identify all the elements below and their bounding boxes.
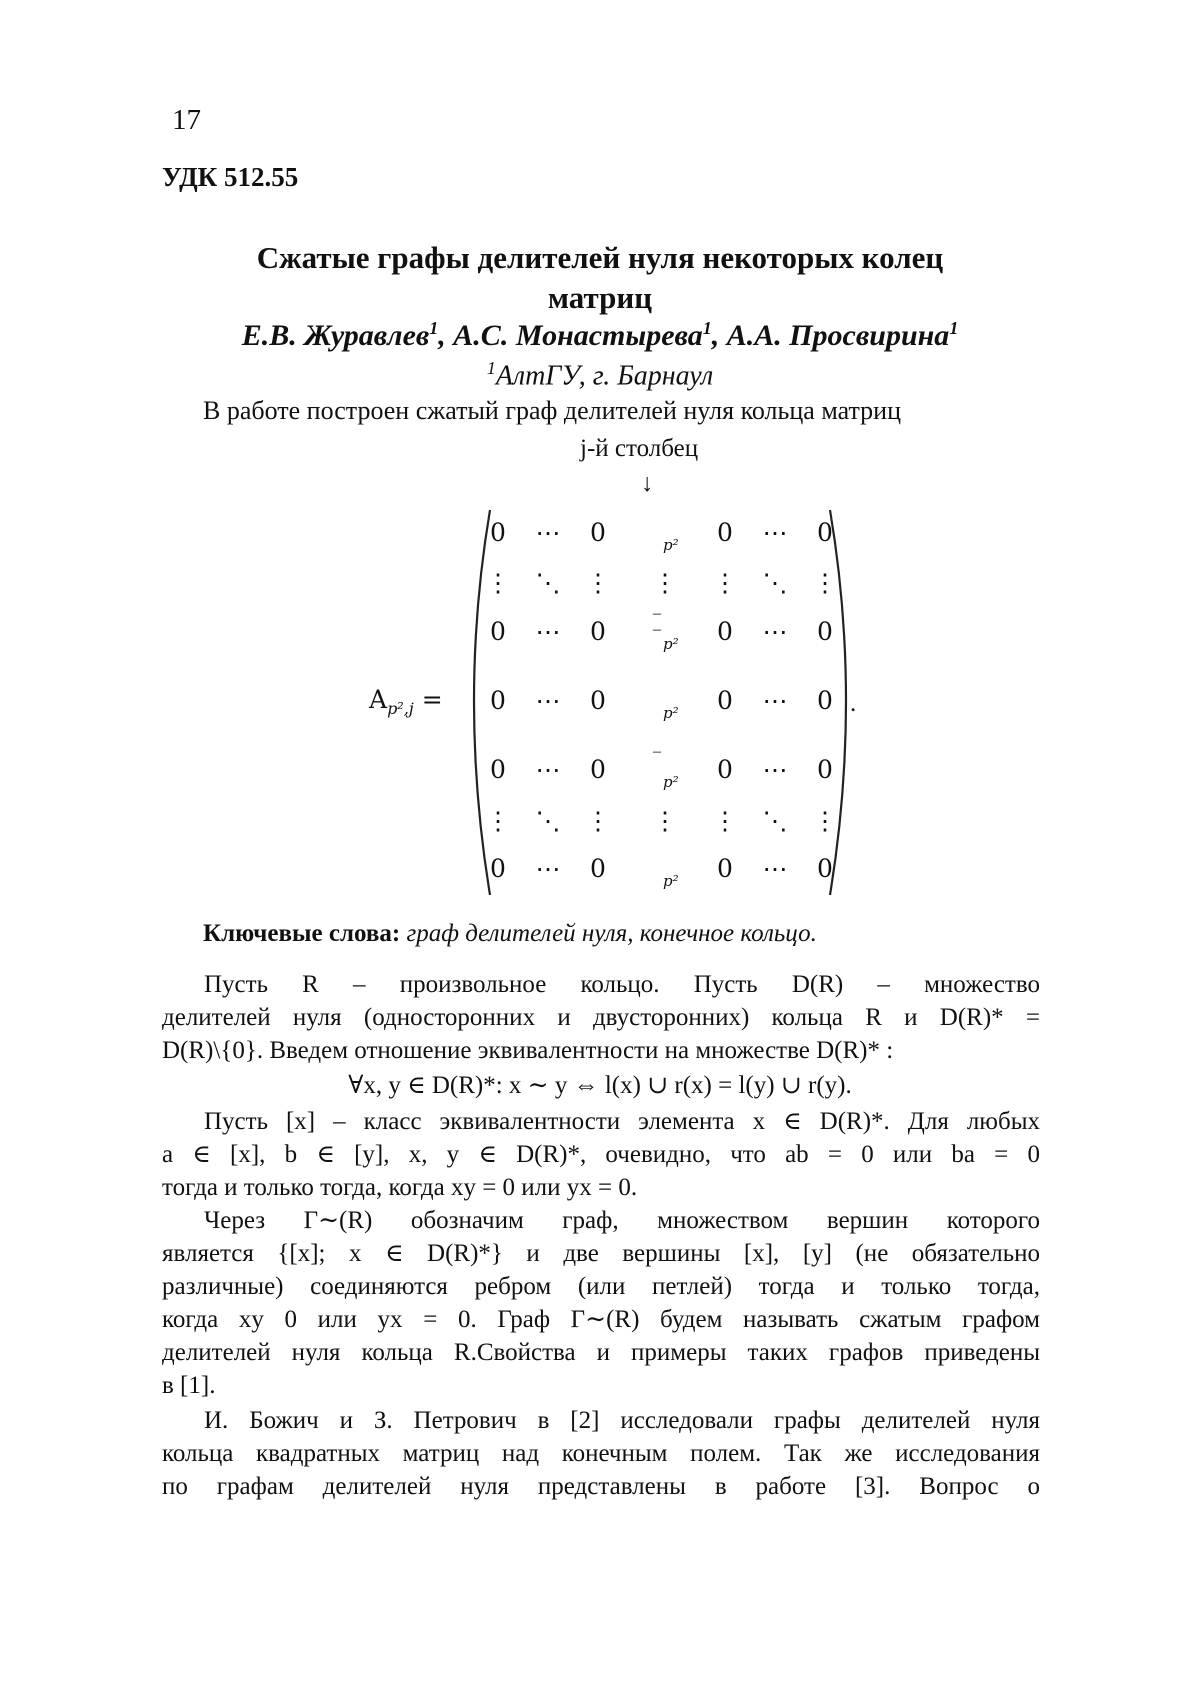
p3-line-2: является {[x]; x ∈ D(R)*} и две вершины [x], [y] (не обязательно [162, 1237, 1040, 1270]
matrix-cell-r5-c6: ⋯ [755, 755, 795, 784]
matrix-cell-r3-c2: ⋯ [528, 617, 568, 646]
matrix-cell-r1-c7: 0 [805, 518, 845, 547]
matrix-cell-r6-c5: ⋮ [705, 806, 745, 835]
affiliation [150, 358, 1050, 392]
matrix-cell-r7-c6: ⋯ [755, 854, 795, 883]
keywords [203, 920, 817, 948]
matrix-cell-r6-c3: ⋮ [578, 806, 618, 835]
p4-line-3: по графам делителей нуля представлены в работе [3]. Вопрос о [162, 1470, 1040, 1503]
page-number: 17 [172, 104, 201, 137]
matrix-cell-r7-c3: 0 [578, 854, 618, 883]
matrix-cell-r5-c5: 0 [705, 755, 745, 784]
matrix-cell-r2-c6: ⋱ [755, 568, 795, 597]
matrix-cell-r7-c7: 0 [805, 854, 845, 883]
matrix-minus-sign: ‒ [653, 743, 661, 761]
matrix-lhs [369, 685, 443, 718]
matrix-cell-r7-c2: ⋯ [528, 854, 568, 883]
matrix-cell-r6-c6: ⋱ [755, 806, 795, 835]
matrix-cell-r7-c5: 0 [705, 854, 745, 883]
p3-line-5: делителей нуля кольца R.Свойства и примеры таких графов приведены [162, 1336, 1040, 1369]
author-2: А.С. Монастырева [453, 319, 702, 352]
author-2-affil: 1 [703, 318, 712, 338]
matrix-cell-r1-c1: 0 [478, 518, 518, 547]
matrix-cell-r6-c2: ⋱ [528, 806, 568, 835]
paper-title-line-2: матриц [150, 280, 1050, 316]
matrix-cell-r3-c7: 0 [805, 617, 845, 646]
p3-line-1: Через Γ∼(R) обозначим граф, множеством вершин которого [162, 1204, 1040, 1237]
p2-line-2: a ∈ [x], b ∈ [y], x, y ∈ D(R)*, очевидно, что ab = 0 или ba = 0 [162, 1138, 1040, 1171]
matrix-cell-r4-c5: 0 [705, 686, 745, 715]
paper-title-line-1: Сжатые графы делителей нуля некоторых колец [150, 240, 1050, 276]
down-arrow-icon: ↓ [641, 470, 654, 498]
matrix-cell-r3-c4: p² [663, 635, 679, 653]
matrix-cell-r5-c4: p² [663, 773, 679, 791]
matrix-cell-r1-c4: p² [663, 536, 679, 554]
matrix-cell-r7-c1: 0 [478, 854, 518, 883]
p3-line-3: различные) соединяются ребром (или петлей) тогда и только тогда, [162, 1270, 1040, 1303]
matrix-cell-r4-c3: 0 [578, 686, 618, 715]
matrix-minus-sign: ‒ [653, 621, 661, 639]
paragraph-4 [162, 1404, 1040, 1503]
authors: Е.В. Журавлев1, А.С. Монастырева1, А.А. Просвирина1 [150, 318, 1050, 353]
p4-line-2: кольца квадратных матриц над конечным полем. Так же исследования [162, 1437, 1040, 1470]
matrix-cell-r5-c1: 0 [478, 755, 518, 784]
matrix-cell-r1-c3: 0 [578, 518, 618, 547]
author-3-affil: 1 [949, 318, 958, 338]
matrix-cell-r3-c1: 0 [478, 617, 518, 646]
matrix-cell-r3-c6: ⋯ [755, 617, 795, 646]
matrix-cell-r2-c5: ⋮ [705, 568, 745, 597]
keywords-text: граф делителей нуля, конечное кольцо. [406, 920, 816, 947]
p2-line-3: тогда и только тогда, когда xy = 0 или yx = 0. [162, 1171, 1040, 1204]
p1-line-3: D(R)\{0}. Введем отношение эквивалентности на множестве D(R)* : [162, 1034, 1040, 1067]
matrix-equals: = [422, 685, 443, 714]
matrix-cell-r3-c3: 0 [578, 617, 618, 646]
author-1: Е.В. Журавлев [242, 319, 430, 352]
matrix-cell-r1-c5: 0 [705, 518, 745, 547]
matrix-cell-r2-c7: ⋮ [805, 568, 845, 597]
affiliation-sup: 1 [487, 358, 496, 378]
matrix-cell-r2-c4: ⋮ [645, 568, 685, 597]
p3-line-6: в [1]. [162, 1369, 1040, 1402]
p3-line-4: когда xy 0 или yx = 0. Граф Γ∼(R) будем называть сжатым графом [162, 1303, 1040, 1336]
paragraph-3 [162, 1204, 1040, 1402]
p2-line-1: Пусть [x] – класс эквивалентности элемента x ∈ D(R)*. Для любых [162, 1105, 1040, 1138]
matrix-brackets [460, 505, 860, 900]
matrix-cell-r6-c1: ⋮ [478, 806, 518, 835]
matrix-cell-r7-c4: p² [663, 872, 679, 890]
matrix-cell-r5-c3: 0 [578, 755, 618, 784]
matrix-cell-r2-c3: ⋮ [578, 568, 618, 597]
matrix-lhs-sub: p²,j [387, 699, 414, 718]
matrix-cell-r3-c5: 0 [705, 617, 745, 646]
matrix-cell-r4-c1: 0 [478, 686, 518, 715]
matrix-cell-r5-c2: ⋯ [528, 755, 568, 784]
udk-code: УДК 512.55 [162, 162, 298, 193]
author-1-affil: 1 [429, 318, 438, 338]
matrix-cell-r5-c7: 0 [805, 755, 845, 784]
matrix-cell-r2-c1: ⋮ [478, 568, 518, 597]
keywords-label: Ключевые слова: [203, 920, 400, 947]
p4-line-1: И. Божич и З. Петрович в [2] исследовали графы делителей нуля [162, 1404, 1040, 1437]
p1-line-2: делителей нуля (односторонних и двусторонних) кольца R и D(R)* = [162, 1001, 1040, 1034]
matrix-cell-r4-c4: p² [663, 704, 679, 722]
matrix-cell-r1-c6: ⋯ [755, 518, 795, 547]
intro-sentence: В работе построен сжатый граф делителей нуля кольца матриц [203, 396, 901, 426]
paragraph-2 [162, 1105, 1040, 1204]
matrix-cell-r6-c7: ⋮ [805, 806, 845, 835]
matrix-cell-r4-c6: ⋯ [755, 686, 795, 715]
matrix-cell-r2-c2: ⋱ [528, 568, 568, 597]
matrix-cell-r4-c7: 0 [805, 686, 845, 715]
matrix-minus-sign: ‒ [653, 605, 661, 623]
matrix-cell-r6-c4: ⋮ [645, 806, 685, 835]
author-3: А.А. Просвирина [727, 319, 950, 352]
column-label: j-й столбец [580, 435, 698, 463]
p1-line-1: Пусть R – произвольное кольцо. Пусть D(R) – множество [162, 968, 1040, 1001]
paragraph-1 [162, 968, 1040, 1067]
matrix-lhs-base: A [369, 685, 387, 714]
equivalence-formula: ∀x, y ∈ D(R)*: x ∼ y ⇔ l(x) ∪ r(x) = l(y) ∪ r(y). [150, 1070, 1050, 1100]
matrix-cell-r4-c2: ⋯ [528, 686, 568, 715]
matrix-cell-r1-c2: ⋯ [528, 518, 568, 547]
matrix-period: . [850, 690, 856, 718]
affiliation-text: АлтГУ, г. Барнаул [496, 360, 713, 391]
